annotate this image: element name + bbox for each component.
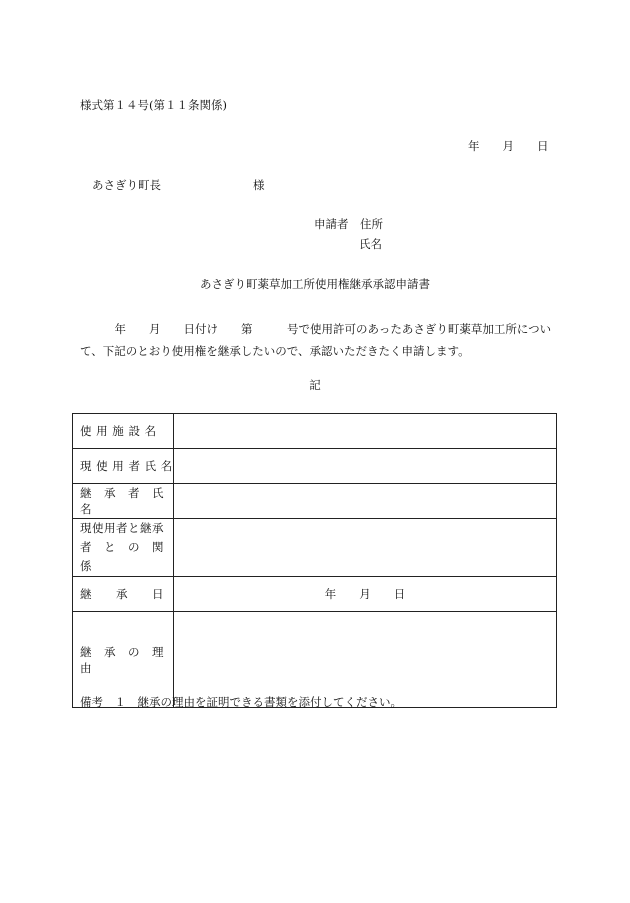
ki-heading: 記 <box>309 378 321 392</box>
addressee: あさぎり町長 様 <box>92 178 265 192</box>
applicant-name-label: 氏名 <box>359 237 382 251</box>
succession-date-field[interactable]: 年 月 日 <box>174 577 557 612</box>
relationship-field[interactable] <box>174 519 557 577</box>
current-user-name-field[interactable] <box>174 449 557 484</box>
submission-date: 年 月 日 <box>468 139 549 153</box>
applicant-address-label: 申請者 住所 <box>314 217 383 231</box>
application-body: 年 月 日付け 第 号で使用許可のあったあさぎり町薬草加工所について、下記のとおり使用権を継承したいので、承認いただきたく申請します。 <box>80 322 552 358</box>
succession-date-label: 継 承 日 <box>73 577 174 612</box>
successor-name-label: 継 承 者 氏 名 <box>73 484 174 519</box>
facility-name-field[interactable] <box>174 414 557 449</box>
succession-reason-label: 継 承 の 理 由 <box>73 612 174 708</box>
document-title: あさぎり町薬草加工所使用権継承承認申請書 <box>200 277 430 291</box>
application-table <box>72 413 557 708</box>
relationship-label: 現使用者と継承 者 と の 関 係 <box>73 519 174 577</box>
table-row <box>73 449 557 484</box>
table-row <box>73 414 557 449</box>
successor-name-field[interactable] <box>174 484 557 519</box>
current-user-name-label: 現 使 用 者 氏 名 <box>73 449 174 484</box>
table-row <box>73 577 557 612</box>
facility-name-label: 使 用 施 設 名 <box>73 414 174 449</box>
table-row <box>73 519 557 577</box>
table-row <box>73 484 557 519</box>
remarks-note: 備考 １ 継承の理由を証明できる書類を添付してください。 <box>80 695 402 709</box>
form-number: 様式第１４号(第１１条関係) <box>80 98 227 112</box>
